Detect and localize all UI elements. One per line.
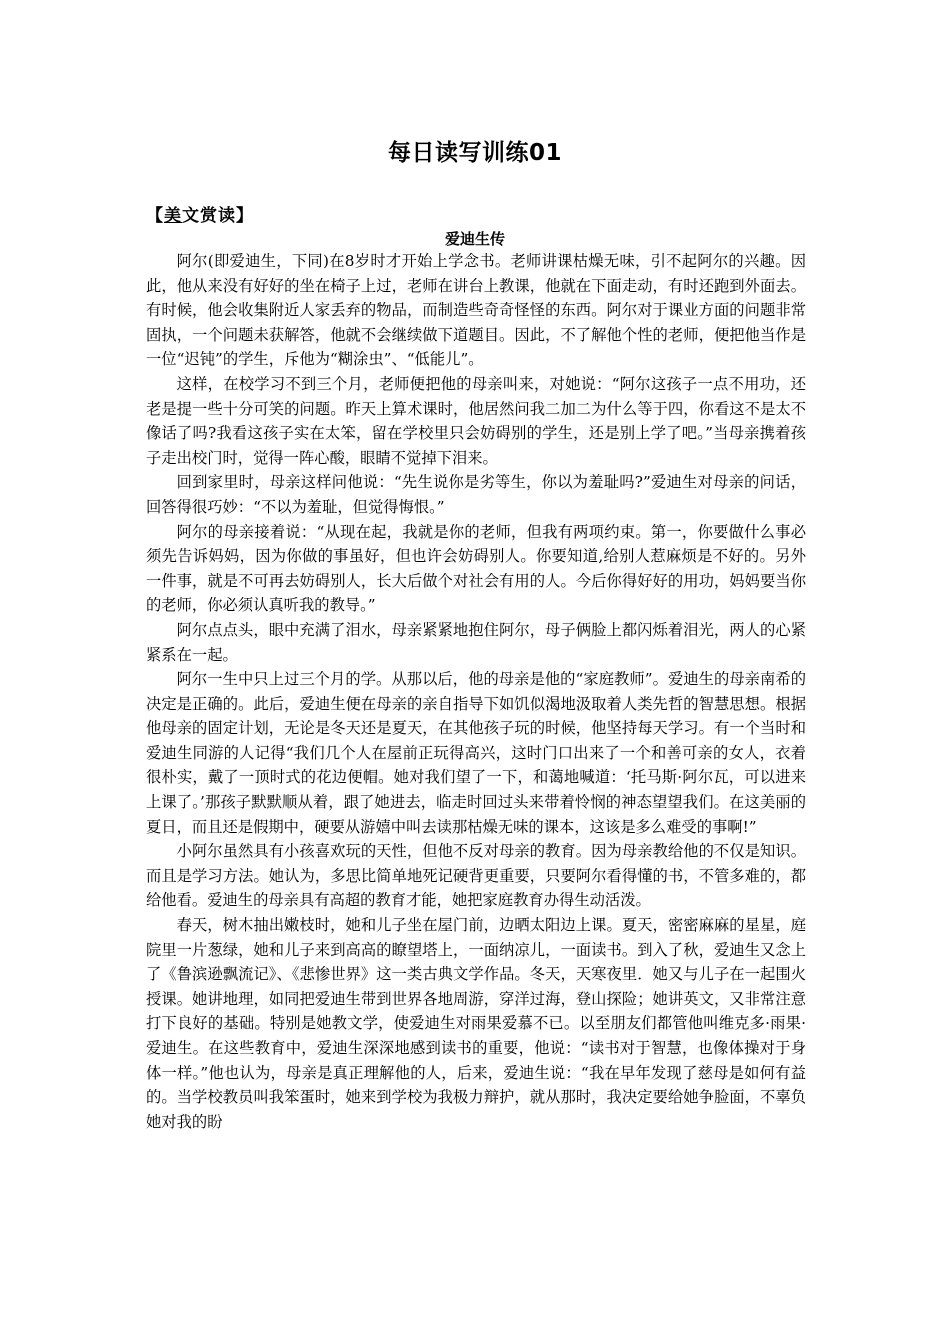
section-heading-rest: 文赏读 xyxy=(182,206,236,226)
paragraph: 阿尔一生中只上过三个月的学。从那以后，他的母亲是他的“家庭教师”。爱迪生的母亲南希的决定是正确的。此后，爱迪生便在母亲的亲自指导下如饥似渴地汲取着人类先哲的智慧思想。根据他母亲的固定计划，无论是冬天还是夏天，在其他孩子玩的时候，他坚持每天学习。有一个当时和爱迪生同游的人记得“我们几个人在屋前正玩得高兴，这时门口出来了一个和善可亲的女人，衣着很朴实，戴了一顶时式的花边便帽。她对我们望了一下，和蔼地喊道：‘托马斯·阿尔瓦，可以进来上课了。’那孩子默默顺从着，跟了她进去，临走时回过头来带着怜悯的神态望望我们。在这美丽的夏日，而且还是假期中，硬要从游嬉中叫去读那枯燥无味的课本，这该是多么难受的事啊!” xyxy=(146,670,806,836)
article-title: 爱迪生传 xyxy=(444,230,505,248)
paragraph: 阿尔的母亲接着说：“从现在起，我就是你的老师，但我有两项约束。第一，你要做什么事必须先告诉妈妈，因为你做的事虽好，但也许会妨碍别人。你要知道,给别人惹麻烦是不好的。另外一件事，就是不可再去妨碍别人，长大后做个对社会有用的人。今后你得好好的用功，妈妈要当你的老师，你必须认真听我的教导。” xyxy=(146,522,806,615)
paragraph: 阿尔(即爱迪生，下同)在8岁时才开始上学念书。老师讲课枯燥无味，引不起阿尔的兴趣。因此，他从来没有好好的坐在椅子上过，老师在讲台上教课，他就在下面走动，有时还跑到外面去。有时候，他会收集附近人家丢弃的物品，而制造些奇奇怪怪的东西。阿尔对于课业方面的问题非常固执，一个问题未获解答，他就不会继续做下道题目。因此，不了解他个性的老师，便把他当作是一位“迟钝”的学生，斥他为“糊涂虫”、“低能儿”。 xyxy=(146,252,806,369)
page-title: 每日读写训练01 xyxy=(387,140,562,166)
article-body xyxy=(146,249,806,1134)
paragraph: 回到家里时，母亲这样问他说：“先生说你是劣等生，你以为羞耻吗?”爱迪生对母亲的问话，回答得很巧妙：“不以为羞耻，但觉得悔恨。” xyxy=(146,473,806,516)
section-heading-first-char: 美 xyxy=(164,206,182,226)
section-bracket-open: 【 xyxy=(146,206,164,226)
section-bracket-close: 】 xyxy=(236,206,254,226)
paragraph: 阿尔点点头，眼中充满了泪水，母亲紧紧地抱住阿尔，母子俩脸上都闪烁着泪光，两人的心紧紧系在一起。 xyxy=(146,620,806,664)
section-heading xyxy=(146,201,254,226)
paragraph: 小阿尔虽然具有小孩喜欢玩的天性，但他不反对母亲的教育。因为母亲教给他的不仅是知识。而且是学习方法。她认为，多思比简单地死记硬背更重要，只要阿尔看得懂的书，不管多难的，都给他看。爱迪生的母亲具有高超的教育才能，她把家庭教育办得生动活泼。 xyxy=(146,842,806,910)
paragraph: 这样，在校学习不到三个月，老师便把他的母亲叫来，对她说：“阿尔这孩子一点不用功，还老是提一些十分可笑的问题。昨天上算术课时，他居然问我二加二为什么等于四，你看这不是太不像话了吗?我看这孩子实在太笨，留在学校里只会妨碍别的学生，还是别上学了吧。”当母亲携着孩子走出校门时，觉得一阵心酸，眼睛不觉掉下泪来。 xyxy=(146,374,806,467)
paragraph: 春天，树木抽出嫩枝时，她和儿子坐在屋门前，边晒太阳边上课。夏天，密密麻麻的星星，庭院里一片葱绿，她和儿子来到高高的瞭望塔上，一面纳凉儿，一面读书。到入了秋，爱迪生又念上了《鲁滨逊飘流记》、《悲惨世界》这一类古典文学作品。冬天，天寒夜里．她又与儿子在一起围火授课。她讲地理，如同把爱迪生带到世界各地周游，穿洋过海，登山探险；她讲英文，又非常注意打下良好的基础。特别是她教文学，使爱迪生对雨果爱慕不已。以至朋友们都管他叫维克多·雨果·爱迪生。在这些教育中，爱迪生深深地感到读书的重要，他说：“读书对于智慧，也像体操对于身体一样。”他也认为，母亲是真正理解他的人，后来，爱迪生说：“我在早年发现了慈母是如何有益的。当学校教员叫我笨蛋时，她来到学校为我极力辩护，就从那时，我决定要给她争脸面，不辜负她对我的盼 xyxy=(146,916,806,1131)
